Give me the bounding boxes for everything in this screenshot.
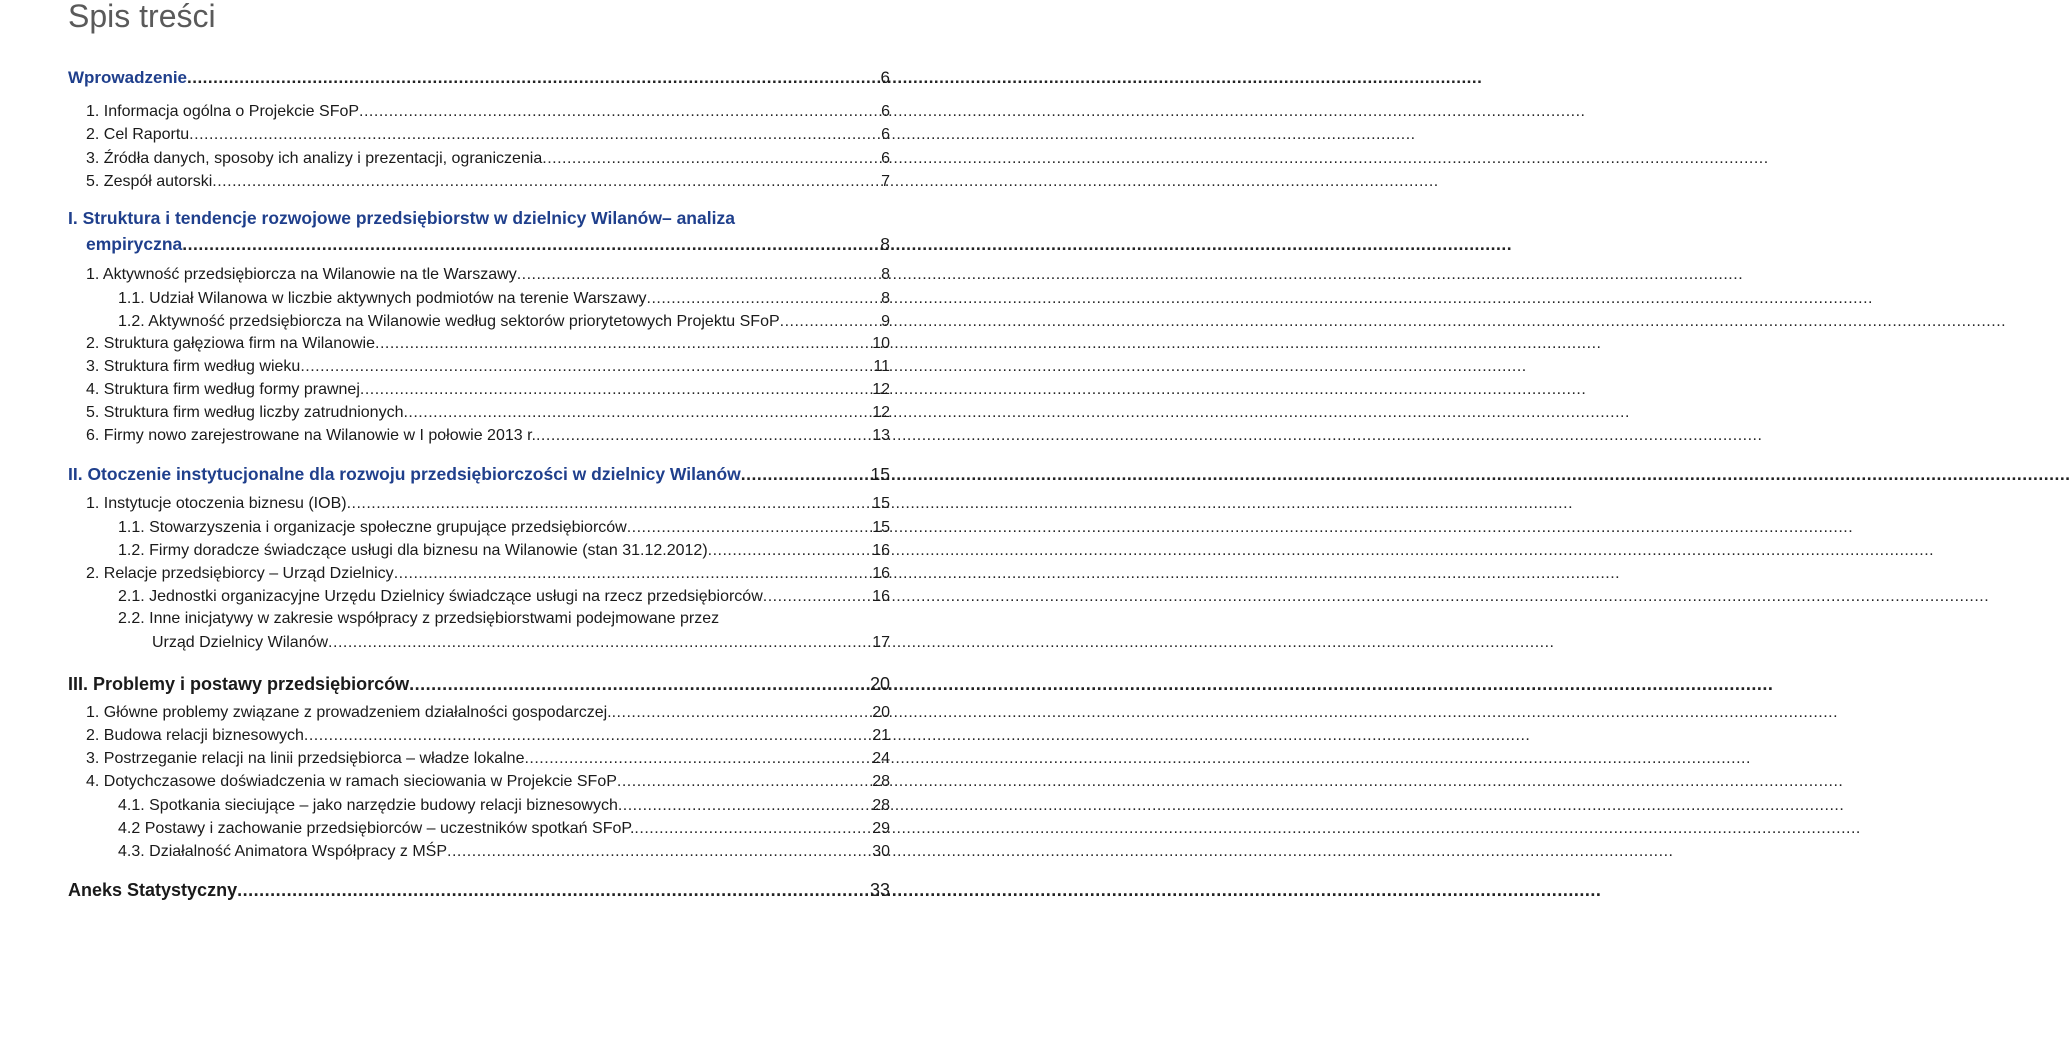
- toc-entry-title: 1.2. Firmy doradcze świadczące usługi dla biznesu na Wilanowie (stan 31.12.2012): [118, 542, 708, 559]
- toc-page-number: 20: [869, 674, 890, 694]
- dot-leader: [328, 633, 870, 653]
- toc-entry[interactable]: [118, 815, 890, 839]
- toc-entry[interactable]: [86, 98, 890, 122]
- toc-entry-title: 4. Dotychczasowe doświadczenia w ramach sieciowania w Projekcie SFoP: [86, 773, 617, 790]
- dot-leader: [708, 541, 871, 561]
- toc-page-number: 15: [870, 464, 890, 484]
- dot-leader: [647, 289, 880, 309]
- toc-entry[interactable]: [118, 838, 890, 862]
- toc-entry[interactable]: [86, 121, 890, 145]
- dot-leader: [375, 334, 870, 354]
- toc-entry[interactable]: [152, 629, 890, 653]
- toc-entry[interactable]: [118, 514, 890, 538]
- dot-leader: [524, 749, 870, 769]
- toc-entry[interactable]: [118, 583, 890, 607]
- dot-leader: [634, 819, 870, 839]
- toc-entry-title: II. Otoczenie instytucjonalne dla rozwoju przedsiębiorczości w dzielnicy Wilanów: [68, 464, 741, 484]
- dot-leader: [347, 494, 871, 514]
- dot-leader: [189, 125, 879, 145]
- toc-page-number: 28: [872, 797, 890, 814]
- dot-leader: [627, 518, 870, 538]
- toc-entry[interactable]: [86, 560, 890, 584]
- toc-page-number: 8: [881, 290, 890, 307]
- toc-entry-title: 2. Struktura gałęziowa firm na Wilanowie: [86, 335, 376, 352]
- toc-entry-title: 4.2 Postawy i zachowanie przedsiębiorców – uczestników spotkań SFoP.: [118, 820, 635, 837]
- toc-entry[interactable]: [86, 376, 890, 400]
- toc-page-number: 17: [872, 634, 890, 651]
- toc-entry-title: 2.1. Jednostki organizacyjne Urzędu Dzielnicy świadczące usługi na rzecz przedsiębiorców: [118, 588, 763, 605]
- toc-page-number: 11: [873, 358, 890, 375]
- toc-entry-title: 3. Źródła danych, sposoby ich analizy i prezentacji, ograniczenia: [86, 150, 543, 167]
- toc-entry-title: 4.3. Działalność Animatora Współpracy z MŚP: [118, 843, 448, 860]
- toc-page-number: 15: [872, 519, 890, 536]
- dot-leader: [780, 312, 879, 332]
- toc-section-3[interactable]: [68, 670, 890, 694]
- toc-page-number: 21: [872, 727, 890, 744]
- toc-page-number: 10: [872, 335, 890, 352]
- toc-entry[interactable]: [86, 145, 890, 169]
- toc-page-number: 7: [881, 173, 890, 190]
- dot-leader: [182, 234, 878, 254]
- toc-page-number: 24: [872, 750, 890, 767]
- toc-entry[interactable]: [86, 699, 890, 723]
- toc-entry[interactable]: [86, 330, 890, 354]
- toc-entry[interactable]: [118, 285, 890, 309]
- dot-leader: [612, 703, 871, 723]
- toc-entry[interactable]: [86, 490, 890, 514]
- toc-entry-title: Wprowadzenie: [68, 68, 188, 87]
- toc-page-number: 16: [872, 542, 890, 559]
- page-title: Spis treści: [68, 0, 216, 34]
- toc-entry-title: 1.1. Stowarzyszenia i organizacje społeczne grupujące przedsiębiorców: [118, 519, 627, 536]
- toc-page-number: 20: [872, 704, 890, 721]
- toc-entry[interactable]: [118, 792, 890, 816]
- toc-entry-title: 4.1. Spotkania sieciujące – jako narzędzie budowy relacji biznesowych: [118, 797, 618, 814]
- toc-page-number: 16: [872, 588, 890, 605]
- dot-leader: [403, 403, 870, 423]
- table-of-contents: [0, 0, 960, 1049]
- dot-leader: [618, 796, 870, 816]
- toc-entry-title: 5. Struktura firm według liczby zatrudnionych: [86, 404, 404, 421]
- dot-leader: [542, 149, 879, 169]
- toc-entry-title: 1.2. Aktywność przedsiębiorcza na Wilanowie według sektorów priorytetowych Projektu SFoP: [118, 313, 780, 330]
- toc-entry[interactable]: [86, 422, 890, 446]
- toc-entry-title: 1.1. Udział Wilanowa w liczbie aktywnych podmiotów na terenie Warszawy: [118, 290, 647, 307]
- toc-page-number: 16: [872, 565, 890, 582]
- dot-leader: [359, 102, 879, 122]
- toc-entry-intro[interactable]: [68, 64, 890, 88]
- toc-entry[interactable]: [86, 745, 890, 769]
- toc-entry[interactable]: [118, 537, 890, 561]
- toc-page-number: 12: [872, 404, 890, 421]
- dot-leader: [300, 357, 871, 377]
- toc-entry-title: 3. Struktura firm według wieku: [86, 358, 301, 375]
- toc-entry[interactable]: [86, 168, 890, 192]
- toc-entry[interactable]: [86, 722, 890, 746]
- toc-entry-wrapped-line1[interactable]: 2.2. Inne inicjatywy w zakresie współpracy z przedsiębiorstwami podejmowane przez: [118, 610, 720, 627]
- dot-leader: [409, 674, 868, 694]
- toc-page-number: 15: [872, 495, 890, 512]
- toc-page-number: 6: [881, 126, 890, 143]
- dot-leader: [617, 772, 870, 792]
- dot-leader: [187, 68, 879, 88]
- dot-leader: [360, 380, 870, 400]
- toc-section-2[interactable]: [68, 460, 890, 484]
- toc-page-number: 30: [872, 843, 890, 860]
- dot-leader: [447, 842, 870, 862]
- toc-annex[interactable]: [68, 876, 890, 900]
- dot-leader: [394, 564, 871, 584]
- toc-page-number: 13: [872, 427, 890, 444]
- dot-leader: [536, 426, 870, 446]
- toc-section-1[interactable]: [86, 230, 890, 254]
- toc-entry[interactable]: [118, 308, 890, 332]
- toc-entry-title: 2. Relacje przedsiębiorcy – Urząd Dzielnicy: [86, 565, 394, 582]
- dot-leader: [741, 464, 869, 484]
- toc-entry-title: 5. Zespół autorski: [86, 173, 213, 190]
- toc-entry-title: 1. Aktywność przedsiębiorcza na Wilanowie na tle Warszawy: [86, 266, 517, 283]
- toc-entry-title: 3. Postrzeganie relacji na linii przedsiębiorca – władze lokalne: [86, 750, 525, 767]
- toc-entry[interactable]: [86, 261, 890, 285]
- toc-page-number: 8: [881, 266, 890, 283]
- dot-leader: [517, 265, 879, 285]
- dot-leader: [304, 726, 870, 746]
- toc-page-number: 12: [872, 381, 890, 398]
- dot-leader: [237, 880, 868, 900]
- toc-section-1-title-line1[interactable]: I. Struktura i tendencje rozwojowe przedsiębiorstw w dzielnicy Wilanów– analiza: [68, 208, 735, 228]
- toc-page-number: 33: [869, 880, 890, 900]
- toc-entry-title: III. Problemy i postawy przedsiębiorców: [68, 674, 410, 694]
- toc-entry-title: 2. Budowa relacji biznesowych: [86, 727, 304, 744]
- toc-entry-title: 2. Cel Raportu: [86, 126, 190, 143]
- toc-entry-title: Aneks Statystyczny: [68, 880, 238, 900]
- toc-page-number: 9: [881, 313, 890, 330]
- toc-page-number: 29: [872, 820, 890, 837]
- toc-entry-title: 1. Informacja ogólna o Projekcie SFoP: [86, 103, 360, 120]
- toc-entry-title: Urząd Dzielnicy Wilanów: [152, 634, 329, 651]
- toc-page-number: 28: [872, 773, 890, 790]
- toc-entry-title: empiryczna: [86, 234, 183, 254]
- toc-entry-title: 4. Struktura firm według formy prawnej: [86, 381, 360, 398]
- toc-page-number: 6: [881, 103, 890, 120]
- toc-page-number: 6: [881, 150, 890, 167]
- toc-entry[interactable]: [86, 768, 890, 792]
- toc-page-number: 8: [880, 234, 890, 254]
- toc-entry[interactable]: [86, 399, 890, 423]
- toc-entry-title: 6. Firmy nowo zarejestrowane na Wilanowie w I połowie 2013 r.: [86, 427, 536, 444]
- toc-entry-title: 1. Główne problemy związane z prowadzeniem działalności gospodarczej.: [86, 704, 612, 721]
- toc-entry-title: 1. Instytucje otoczenia biznesu (IOB): [86, 495, 347, 512]
- dot-leader: [763, 587, 870, 607]
- toc-page-number: 6: [880, 68, 890, 87]
- toc-entry[interactable]: [86, 353, 890, 377]
- dot-leader: [212, 172, 879, 192]
